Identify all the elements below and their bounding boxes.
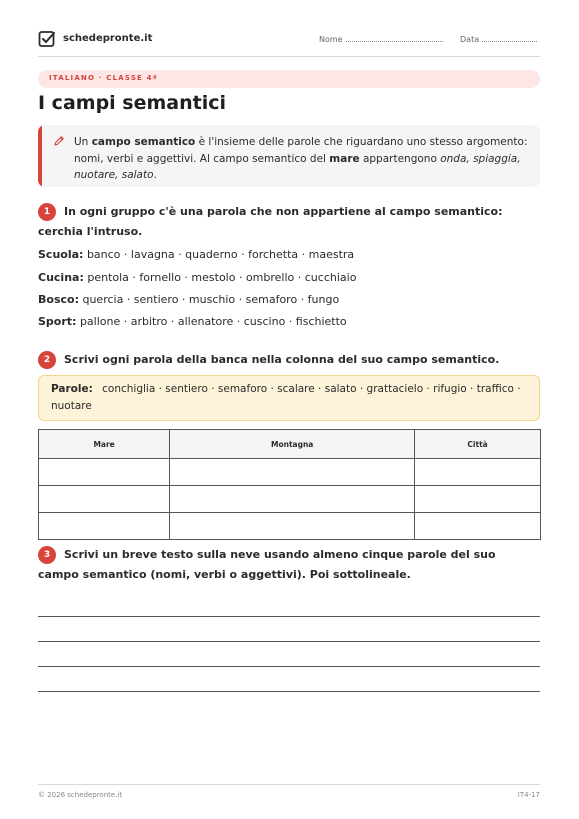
page-title: I campi semantici: [38, 92, 227, 114]
writing-line[interactable]: [38, 616, 540, 617]
word-bank: [38, 375, 540, 421]
table-cell[interactable]: [39, 459, 170, 486]
group-row-bosco: Bosco: quercia · sentiero · muschio · semaforo · fungo: [38, 293, 340, 306]
classification-table: [38, 429, 541, 540]
table-cell[interactable]: [170, 513, 415, 540]
subject-tag-label: ITALIANO · CLASSE 4ª: [49, 74, 158, 82]
table-row: [39, 459, 541, 486]
column-header-mare: Mare: [39, 430, 170, 459]
word-bank-words: conchiglia · sentiero · semaforo · scalare · salato · grattacielo · rifugio · traffico · nuotare: [51, 383, 521, 412]
column-header-montagna: Montagna: [170, 430, 415, 459]
page-footer: [38, 784, 540, 801]
table-cell[interactable]: [170, 459, 415, 486]
checkbox-logo-icon: [38, 30, 56, 48]
exercise-3-instruction: Scrivi un breve testo sulla neve usando almeno cinque parole del suo campo semantico (nomi, verbi o aggettivi). Poi sottolineale.: [38, 548, 496, 581]
note-accent-bar: [38, 125, 42, 187]
footer-code: IT4-17: [517, 791, 540, 799]
word-bank-label: Parole:: [51, 383, 93, 395]
exercise-1-number: 1: [38, 203, 56, 221]
table-cell[interactable]: [39, 486, 170, 513]
term-mare: mare: [329, 152, 360, 165]
subject-tag: [38, 70, 540, 88]
definition-note: [38, 125, 540, 187]
table-cell[interactable]: [415, 513, 541, 540]
writing-line[interactable]: [38, 666, 540, 667]
group-row-sport: Sport: pallone · arbitro · allenatore · cuscino · fischietto: [38, 315, 347, 328]
name-label: Nome: [319, 35, 343, 44]
table-cell[interactable]: [415, 459, 541, 486]
writing-line[interactable]: [38, 641, 540, 642]
term-campo-semantico: campo semantico: [91, 136, 196, 148]
exercise-3-number: 3: [38, 546, 56, 564]
brand-name: schedepronte.it: [63, 33, 153, 44]
column-header-citta: Città: [415, 430, 541, 459]
date-label: Data: [460, 35, 480, 44]
table-row: [39, 486, 541, 513]
page-header: [38, 30, 540, 57]
name-field[interactable]: [319, 35, 443, 44]
exercise-2-number: 2: [38, 351, 56, 369]
exercise-2-instruction: Scrivi ogni parola della banca nella colonna del suo campo semantico.: [64, 353, 500, 366]
group-row-cucina: Cucina: pentola · fornello · mestolo · ombrello · cucchiaio: [38, 271, 357, 284]
table-cell[interactable]: [415, 486, 541, 513]
table-row: [39, 513, 541, 540]
writing-line[interactable]: [38, 691, 540, 692]
footer-copyright: © 2026 schedepronte.it: [38, 791, 123, 799]
note-text: Un campo semantico è l'insieme delle parole che riguardano uno stesso argomento: nomi, verbi e aggettivi. Al campo semantico del mare appartengono onda, spiaggia, nuotare, salato.: [74, 136, 528, 181]
exercise-1-instruction: In ogni gruppo c'è una parola che non appartiene al campo semantico: cerchia l'intruso.: [38, 205, 503, 238]
table-cell[interactable]: [170, 486, 415, 513]
group-row-scuola: Scuola: banco · lavagna · quaderno · forchetta · maestra: [38, 248, 355, 261]
pencil-icon: [53, 135, 65, 147]
table-cell[interactable]: [39, 513, 170, 540]
example-words: onda, spiaggia, nuotare, salato: [74, 152, 521, 181]
date-field[interactable]: [460, 35, 537, 44]
